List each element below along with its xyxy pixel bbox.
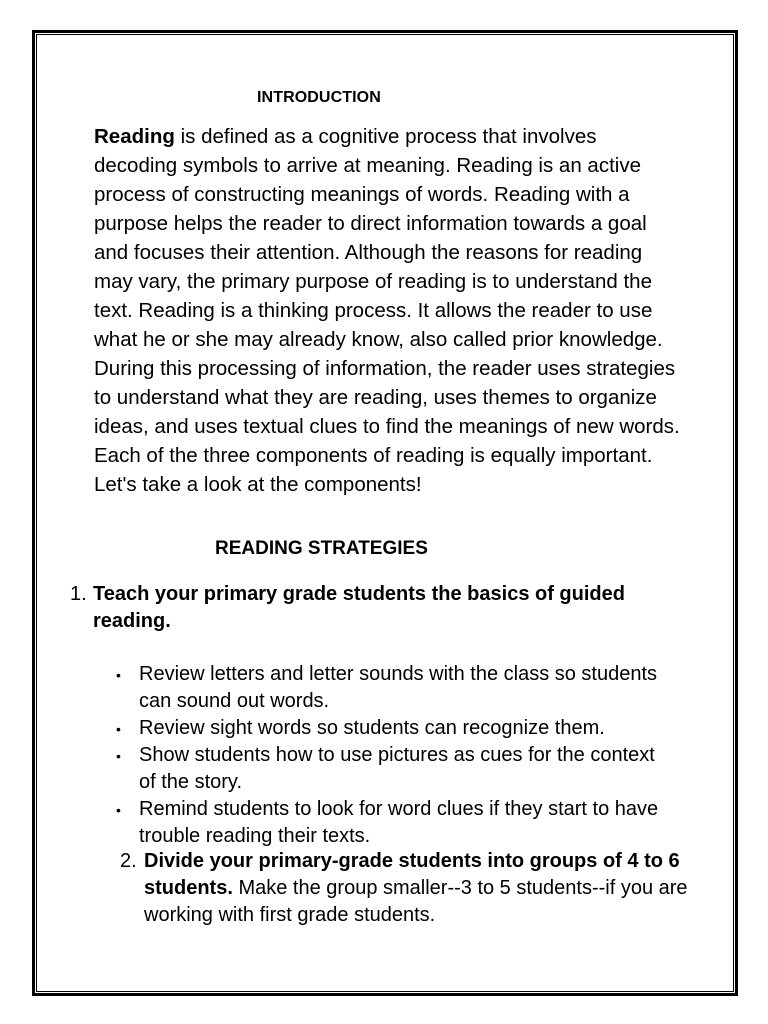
step-1-number: 1. — [70, 583, 87, 605]
list-item — [116, 742, 676, 796]
bullet-icon: • — [116, 748, 121, 764]
list-item — [116, 661, 676, 715]
guided-reading-bullet-list — [116, 661, 676, 850]
step-1-title: Teach your primary grade students the basics of guided reading. — [93, 583, 625, 632]
step-2-title: Divide your primary-grade students into groups of 4 to 6 students. — [144, 850, 680, 899]
step-2-body: Make the group smaller--3 to 5 students--if you are working with first grade students. — [144, 877, 688, 926]
lead-word: Reading — [94, 125, 175, 148]
strategy-step-1 — [70, 581, 680, 635]
reading-strategies-heading: READING STRATEGIES — [215, 538, 428, 559]
introduction-text: is defined as a cognitive process that involves decoding symbols to arrive at meaning. Reading is an active process of constructing meanings of words. Reading with a purpose helps the reader to direct information towards a goal and focuses their attention. Although the reasons for reading may vary, the primary purpose of reading is to understand the text. Reading is a thinking process. It allows the reader to use what he or she may already know, also called prior knowledge. During this processing of information, the reader uses strategies to understand what they are reading, uses themes to organize ideas, and uses textual clues to find the meanings of new words. Each of the three components of reading is equally important. Let's take a look at the components! — [94, 125, 680, 496]
list-item — [116, 796, 676, 850]
list-item-text: Remind students to look for word clues if they start to have trouble reading their texts. — [139, 798, 659, 847]
list-item-text: Show students how to use pictures as cues for the context of the story. — [139, 744, 655, 793]
list-item-text: Review letters and letter sounds with the class so students can sound out words. — [139, 663, 658, 712]
list-item-text: Review sight words so students can recognize them. — [139, 717, 605, 739]
step-2-number: 2. — [120, 850, 137, 872]
bullet-icon: • — [116, 802, 121, 818]
strategy-step-2 — [120, 848, 690, 929]
introduction-heading: INTRODUCTION — [257, 89, 381, 106]
bullet-icon: • — [116, 721, 121, 737]
list-item — [116, 715, 676, 742]
introduction-paragraph — [94, 122, 684, 499]
bullet-icon: • — [116, 667, 121, 683]
step-2-text — [144, 848, 690, 929]
